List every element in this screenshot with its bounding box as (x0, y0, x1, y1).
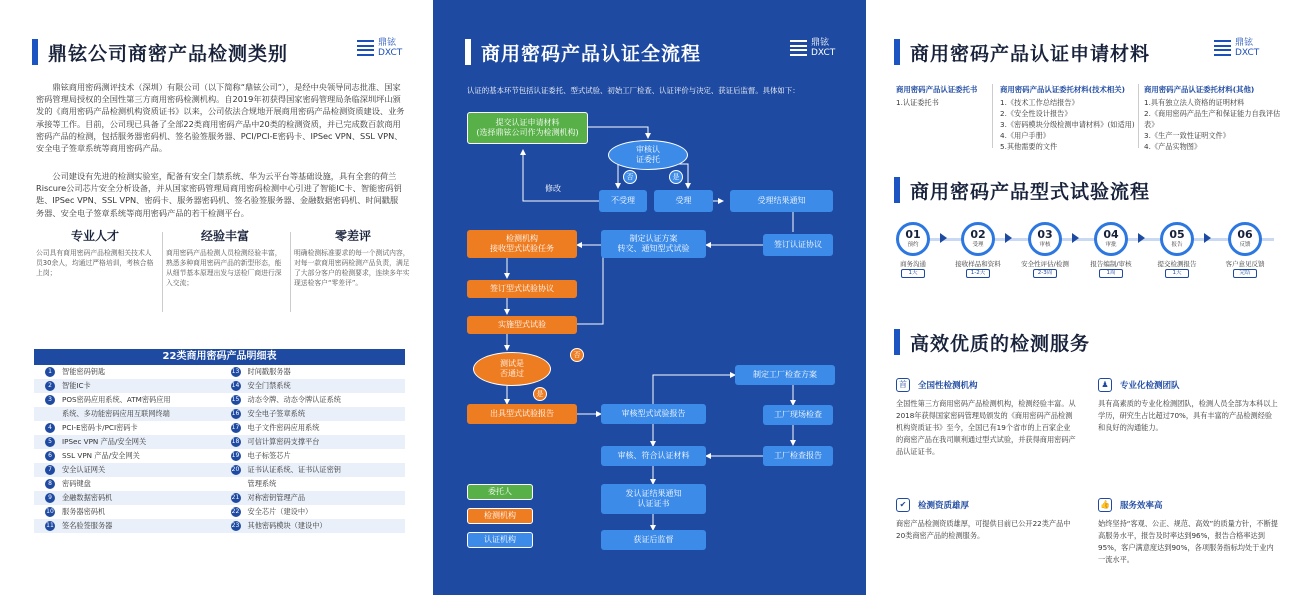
panel3-title (894, 38, 1150, 66)
table-row (34, 463, 405, 477)
product-name: 可信计算密码支撑平台 (247, 437, 320, 446)
title-accent-bar (894, 329, 900, 355)
service-body: 全国性第三方商用密码产品检测机构，检测经验丰富。从2018年获得国家密码管理局颁发的《商用密码产品检测机构资质证书》至今，全国已有19个省市的上百家企业的商密产品在我司顺利通过型式试验，并获得商用密码产品认证证书。 (896, 399, 1076, 456)
service-title: 全国性检测机构 (918, 381, 978, 391)
item-number: 8 (45, 479, 55, 489)
product-table-title: 22类商用密码产品明细表 (34, 349, 405, 365)
product-name: 电子标签芯片 (247, 451, 291, 460)
table-cell (34, 505, 220, 519)
badge-yes: 是 (669, 170, 683, 184)
item-number (231, 479, 241, 489)
materials-col-1 (896, 84, 992, 108)
product-name: 其他密码模块（建设中） (247, 521, 327, 530)
product-name: 服务器密码机 (62, 507, 106, 516)
logo-text: 鼎铉 DXCT (811, 38, 836, 58)
divider (1138, 84, 1139, 148)
step-circle (896, 222, 930, 256)
item-number: 21 (231, 494, 240, 501)
product-name: 证书认证系统、证书认证密钥 (247, 465, 341, 474)
table-row (34, 379, 405, 393)
table-row (34, 505, 405, 519)
divider (162, 232, 163, 312)
feature-body: 公司具有商用密码产品检测相关技术人员30余人，均通过严格培训，考核合格上岗； (36, 249, 154, 277)
node-audit-materials: 审核、符合认证材料 (601, 446, 706, 466)
item-number: 7 (45, 465, 55, 475)
node-acceptance-notice: 受理结果通知 (730, 190, 833, 212)
legend-certifier: 认证机构 (467, 532, 533, 548)
node-issue-test-report: 出具型式试验报告 (467, 404, 577, 424)
step-short: 反馈 (1239, 242, 1251, 248)
product-name: 动态令牌、动态令牌认证系统 (247, 395, 341, 404)
step-circle (1228, 222, 1262, 256)
table-cell (220, 421, 406, 435)
materials-item: 3.《密码模块分级检测申请材料》(如适用) (1000, 120, 1135, 129)
step-short: 报告 (1171, 242, 1183, 248)
panel-detection-categories (0, 0, 433, 595)
services-title: 高效优质的检测服务 (910, 332, 1091, 355)
step-short: 审核 (1039, 242, 1051, 248)
legend-lab: 检测机构 (467, 508, 533, 524)
table-cell (34, 365, 220, 379)
step-short: 预约 (907, 242, 919, 248)
product-name: 签名验签服务器 (62, 521, 113, 530)
product-name: 时间戳服务器 (247, 367, 291, 376)
table-cell (34, 519, 220, 533)
product-table (34, 349, 405, 533)
item-number: 11 (46, 522, 54, 529)
node-factory-plan: 制定工厂检查方案 (735, 365, 835, 385)
table-row (34, 365, 405, 379)
item-number: 13 (231, 368, 240, 375)
materials-col-3 (1144, 84, 1284, 152)
feature-title: 零差评 (334, 229, 371, 243)
step-arrow-icon (1072, 233, 1079, 243)
node-review-delegation: 审核认 证委托 (608, 140, 688, 170)
title-accent-bar (894, 177, 900, 203)
step-label: 商务沟通 (900, 260, 926, 268)
table-row (34, 407, 405, 421)
feature-body: 明确检测标准要求的每一个测试内容，对每一款商用密码检测产品负责，满足了大部分客户的检测要求，连续多年实现送检客户“零差评”。 (294, 249, 410, 287)
product-name: POS密码应用系统、ATM密码应用 (62, 395, 171, 404)
table-cell (34, 477, 220, 491)
table-row (34, 519, 405, 533)
flow-intro: 认证的基本环节包括认证委托、型式试验、初始工厂检查、认证评价与决定、获证后监督。具体如下： (467, 86, 800, 95)
materials-item: 5.其他需要的文件 (1000, 142, 1058, 151)
table-cell (220, 463, 406, 477)
node-test-passed: 测试是 否通过 (473, 352, 551, 386)
step-short: 审批 (1105, 242, 1117, 248)
node-sign-agreement: 签订认证协议 (763, 234, 833, 256)
service-qualification (896, 498, 1076, 542)
product-name: SSL VPN 产品/安全网关 (62, 451, 140, 460)
service-title: 检测资质雄厚 (918, 501, 970, 511)
product-name: 安全芯片（建设中） (247, 507, 313, 516)
badge-no: 否 (570, 348, 584, 362)
step-label: 接收样品和资料 (955, 260, 1001, 268)
product-name: 密码键盘 (62, 479, 91, 488)
item-number: 6 (45, 451, 55, 461)
item-number: 5 (45, 437, 55, 447)
table-cell (220, 519, 406, 533)
logo-text: 鼎铉 DXCT (378, 38, 403, 58)
lab-intro-paragraph: 公司建设有先进的检测实验室，配备有安全门禁系统、华为云平台等基础设施，具有全套的荷兰Riscure公司芯片安全分析设备，并从国家密码管理局商用密码检测中心引进了智能IC卡、智能密码钥匙、IPSec VPN、SSL VPN、密码卡、服务器密码机、签名验签服务器、金融数据密码机、时间戳服务器、安全电子签章系统等商用密码产品的若干检测平台。 (36, 171, 402, 218)
node-certification-plan: 制定认证方案 转交、通知型式试验 (601, 230, 706, 258)
table-cell (34, 463, 220, 477)
service-body: 具有高素质的专业化检测团队，检测人员全部为本科以上学历，研究生占比超过70%，具有丰富的产品检测经验和良好的沟通能力。 (1098, 399, 1278, 432)
materials-item: 2.《商用密码产品生产和保证能力自我评估表》 (1144, 109, 1281, 129)
table-cell (220, 505, 406, 519)
materials-item: 1.具有独立法人资格的证明材料 (1144, 98, 1245, 107)
step-duration: 1天 (901, 269, 925, 278)
item-number: 19 (231, 452, 240, 459)
step-number: 03 (1037, 228, 1053, 241)
service-body: 始终坚持“客观、公正、规范、高效”的质量方针，不断提高服务水平，报告及时率达到96%，报告合格率达到95%，客户满意度达到90%，各项服务指标均处于业内一流水平。 (1098, 519, 1278, 564)
logo-mark-icon (1214, 40, 1231, 56)
table-cell (34, 407, 220, 421)
materials-col-2 (1000, 84, 1138, 152)
service-title: 服务效率高 (1120, 501, 1163, 511)
feature-body: 商用密码产品检测人员检测经验丰富，熟悉多种商用密码产品的新型形态，能从细节基本原理出发与送检厂商进行深入交流； (166, 249, 282, 287)
item-number: 23 (231, 522, 240, 529)
materials-item: 2.《安全性设计报告》 (1000, 109, 1072, 118)
product-name: 智能IC卡 (62, 381, 91, 390)
step-number: 02 (970, 228, 986, 241)
service-title: 专业化检测团队 (1120, 381, 1180, 391)
table-cell (220, 449, 406, 463)
divider (992, 84, 993, 148)
table-row (34, 393, 405, 407)
service-team (1098, 378, 1278, 434)
node-audit-test-report: 审核型式试验报告 (601, 404, 706, 424)
feature-experience (166, 227, 284, 288)
panel-application-materials (866, 0, 1300, 595)
item-number: 17 (231, 424, 240, 431)
node-lab-receives-task: 检测机构 接收型式试验任务 (467, 230, 577, 258)
panel3-title3 (894, 328, 1090, 356)
title-accent-bar (894, 39, 900, 65)
materials-item: 3.《生产一致性证明文件》 (1144, 131, 1230, 140)
product-name: 金融数据密码机 (62, 493, 113, 502)
item-number: 14 (231, 382, 240, 389)
step-label: 报告编制/审核 (1090, 260, 1132, 268)
item-number: 16 (231, 410, 240, 417)
step-circle (1160, 222, 1194, 256)
materials-item: 1.认证委托书 (896, 98, 939, 107)
table-cell (34, 435, 220, 449)
product-name: 对称密钥管理产品 (247, 493, 306, 502)
step-circle (961, 222, 995, 256)
company-intro-paragraph: 鼎铉商用密码测评技术（深圳）有限公司（以下简称“鼎铉公司”），是经中央领导同志批准、国家密码管理局授权的全国性第三方商用密码检测机构。自2019年初获得国家密码管理局条临深圳坪山颁发的《商用密码产品检测机构资质证书》以来，公司依法合规地开展商用密码产品检测资质建设、业务承接等工作。目前，公司现已具备了全部22类商用密码产品中20类的检测资质，并已完成数百款商用密码产品的检测，包括服务器密码机、签名验签服务器、PCI/PCI-E密码卡、IPSec VPN、SSL VPN、安全电子签章系统等商用密码产品。 (36, 82, 405, 154)
node-reject: 不受理 (599, 190, 647, 212)
steps-track (896, 238, 1274, 241)
item-number: 22 (231, 508, 240, 515)
step-duration: 1天 (1165, 269, 1189, 278)
step-short: 受理 (972, 242, 984, 248)
node-factory-inspection: 工厂现场检查 (763, 405, 833, 425)
node-submit-materials: 提交认证申请材料 (选择鼎铉公司作为检测机构) (467, 112, 588, 144)
item-number: 10 (46, 508, 54, 515)
step-duration: 1周 (1099, 269, 1123, 278)
step-number: 06 (1237, 228, 1253, 241)
table-cell (34, 393, 220, 407)
product-name: 智能密码钥匙 (62, 367, 106, 376)
product-name: 管理系统 (247, 479, 277, 488)
table-cell (220, 477, 406, 491)
table-row (34, 435, 405, 449)
badge-no: 否 (623, 170, 637, 184)
item-number: 18 (231, 438, 240, 445)
feature-talent (36, 227, 154, 278)
dxct-logo (357, 38, 402, 58)
materials-title: 商用密码产品认证申请材料 (910, 42, 1151, 65)
table-cell (34, 491, 220, 505)
materials-item: 4.《产品实物图》 (1144, 142, 1202, 151)
table-row (34, 421, 405, 435)
label-modify: 修改 (545, 184, 561, 193)
table-cell (220, 365, 406, 379)
logo-mark-icon (357, 40, 374, 56)
feature-title: 专业人才 (70, 229, 119, 243)
panel2-title-text: 商用密码产品认证全流程 (481, 42, 702, 65)
table-cell (220, 435, 406, 449)
thumbs-up-icon: 👍 (1098, 498, 1112, 512)
dxct-logo (1214, 38, 1259, 58)
step-arrow-icon (1204, 233, 1211, 243)
materials-head: 商用密码产品认证委托书 (896, 85, 978, 94)
table-cell (220, 379, 406, 393)
item-number: 4 (45, 423, 55, 433)
feature-title: 经验丰富 (200, 229, 249, 243)
node-conduct-test: 实施型式试验 (467, 316, 577, 334)
step-duration: 2-3周 (1033, 269, 1057, 278)
node-sign-test-agreement: 签订型式试验协议 (467, 280, 577, 298)
table-cell (220, 393, 406, 407)
table-row (34, 477, 405, 491)
step-arrow-icon (1138, 233, 1145, 243)
materials-head: 商用密码产品认证委托材料(其他) (1144, 85, 1255, 94)
node-post-supervision: 获证后监督 (601, 530, 706, 550)
step-label: 提交检测报告 (1157, 260, 1197, 268)
item-number: 9 (45, 493, 55, 503)
step-arrow-icon (940, 233, 947, 243)
service-efficiency (1098, 498, 1278, 566)
service-body: 商密产品检测资质雄厚，可提供目前已公开22类产品中20类商密产品的检测服务。 (896, 519, 1071, 540)
product-table-body (34, 365, 405, 533)
item-number: 20 (231, 466, 240, 473)
product-name: 系统、多功能密码应用互联网终端 (62, 409, 170, 418)
product-name: 电子文件密码应用系统 (247, 423, 320, 432)
node-factory-report: 工厂检查报告 (763, 446, 833, 466)
materials-head: 商用密码产品认证委托材料(技术相关) (1000, 85, 1126, 94)
product-name: 安全认证网关 (62, 465, 106, 474)
step-label: 客户意见反馈 (1225, 260, 1265, 268)
node-accept: 受理 (654, 190, 713, 212)
step-label: 安全性评估/检测 (1021, 260, 1069, 268)
table-row (34, 449, 405, 463)
table-cell (34, 379, 220, 393)
materials-item: 1.《技术工作总结报告》 (1000, 98, 1079, 107)
product-name: 安全门禁系统 (247, 381, 291, 390)
divider (290, 232, 291, 312)
product-name: IPSec VPN 产品/安全网关 (62, 437, 147, 446)
title-accent-bar (32, 39, 38, 65)
service-national (896, 378, 1076, 458)
badge-icon: 首 (896, 378, 910, 392)
legend-client: 委托人 (467, 484, 533, 500)
product-name: PCI-E密码卡/PCI密码卡 (62, 423, 138, 432)
test-process-title: 商用密码产品型式试验流程 (910, 180, 1151, 203)
table-row (34, 491, 405, 505)
step-duration: 完结 (1233, 269, 1257, 278)
badge-yes: 是 (533, 387, 547, 401)
product-name: 安全电子签章系统 (247, 409, 306, 418)
feature-zero-complaints (294, 227, 412, 288)
step-number: 05 (1169, 228, 1185, 241)
item-number: 3 (45, 395, 55, 405)
step-arrow-icon (1005, 233, 1012, 243)
table-cell (34, 421, 220, 435)
panel-certification-flow (433, 0, 866, 595)
logo-text: 鼎铉 DXCT (1235, 38, 1260, 58)
table-cell (220, 407, 406, 421)
step-duration: 1-2天 (966, 269, 990, 278)
item-number: 2 (45, 381, 55, 391)
panel3-title2 (894, 176, 1150, 204)
item-number: 15 (231, 396, 240, 403)
table-cell (220, 491, 406, 505)
step-number: 01 (905, 228, 921, 241)
table-cell (34, 449, 220, 463)
team-icon: ♟ (1098, 378, 1112, 392)
node-issue-certificate: 发认证结果通知 认证证书 (601, 484, 706, 514)
materials-item: 4.《用户手册》 (1000, 131, 1050, 140)
panel1-title-text: 鼎铉公司商密产品检测类别 (48, 42, 289, 65)
step-circle (1094, 222, 1128, 256)
panel1-title (32, 38, 288, 66)
step-circle (1028, 222, 1062, 256)
item-number: 1 (45, 367, 55, 377)
check-icon: ✔ (896, 498, 910, 512)
step-number: 04 (1103, 228, 1119, 241)
item-number (45, 409, 55, 419)
